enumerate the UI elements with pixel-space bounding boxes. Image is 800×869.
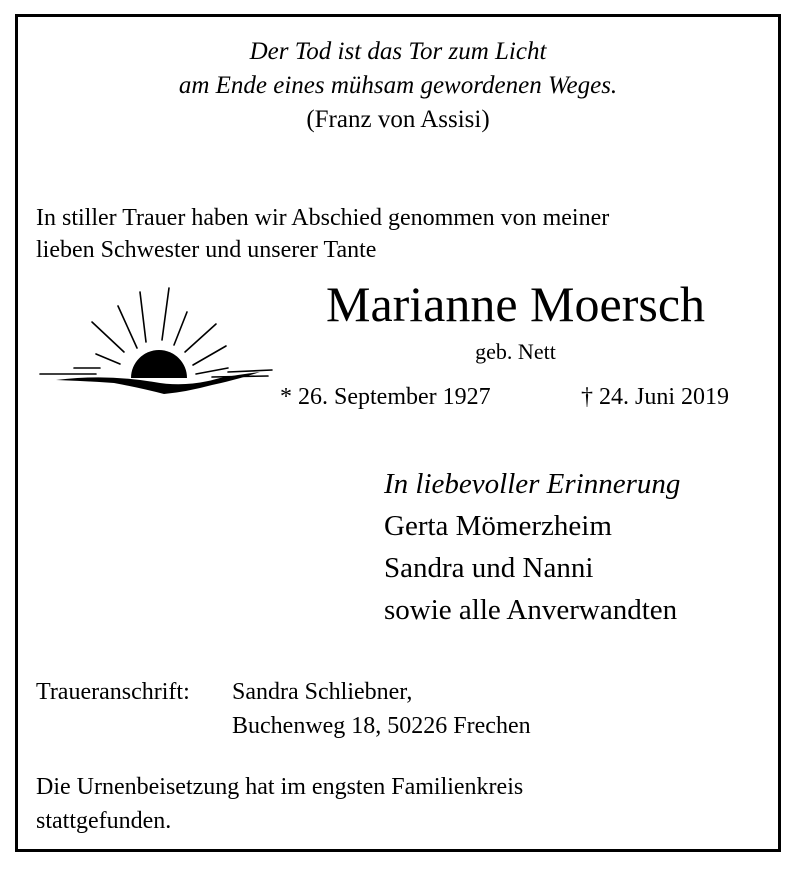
mourning-address [36, 675, 531, 743]
address-line-1: Sandra Schliebner, [232, 679, 413, 705]
obituary-notice [15, 14, 781, 852]
mourners-heading: In liebevoller Erinnerung [384, 468, 681, 500]
address-line-2: Buchenweg 18, 50226 Frechen [232, 713, 531, 739]
death-date: † 24. Juni 2019 [581, 384, 730, 410]
mourner-name: sowie alle Anverwandten [384, 594, 678, 626]
maiden-name: geb. Nett [475, 339, 556, 364]
burial-line-1: Die Urnenbeisetzung hat im engsten Familienkreis [36, 774, 524, 800]
motto-line-2: am Ende eines mühsam gewordenen Weges. [178, 72, 618, 99]
motto-author: (Franz von Assisi) [306, 106, 490, 133]
motto-quote [18, 35, 778, 137]
mourners-block [384, 463, 680, 631]
motto-line-1: Der Tod ist das Tor zum Licht [249, 38, 547, 65]
deceased-name: Marianne Moersch [325, 276, 706, 332]
burial-note [36, 770, 523, 838]
burial-line-2: stattgefunden. [36, 808, 172, 834]
birth-date: * 26. September 1927 [280, 384, 491, 410]
sunset-icon [36, 282, 276, 400]
intro-text [36, 202, 609, 266]
intro-line-1: In stiller Trauer haben wir Abschied genommen von meiner [36, 205, 610, 231]
mourner-name: Sandra und Nanni [384, 552, 594, 584]
intro-line-2: lieben Schwester und unserer Tante [36, 237, 377, 263]
mourner-name: Gerta Mömerzheim [384, 510, 612, 542]
address-label: Traueranschrift: [36, 679, 190, 705]
